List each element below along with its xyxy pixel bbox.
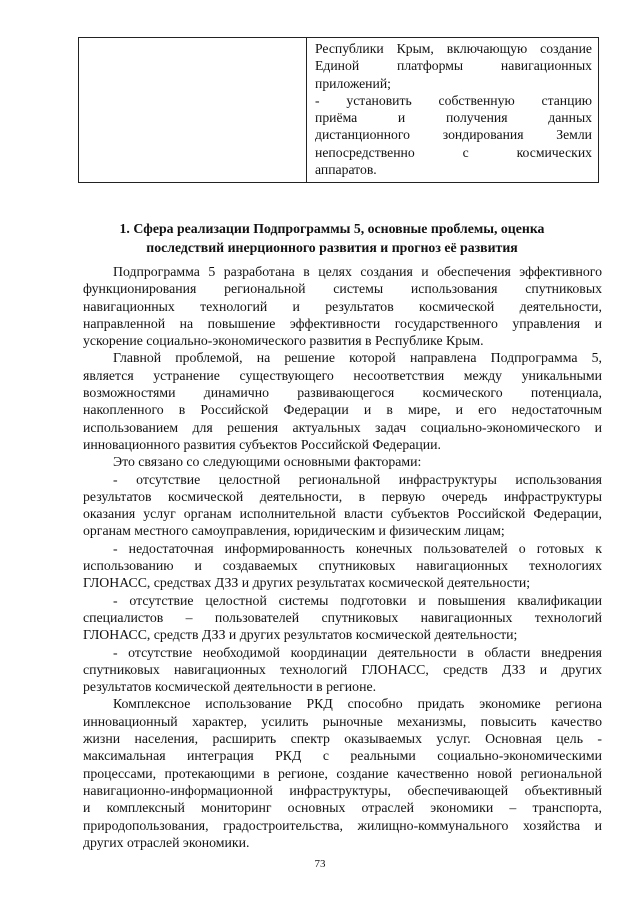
text-line: - отсутствие необходимой координации деятельности в области внедрения — [113, 644, 602, 660]
cell-text-line: Республики Крым, включающую создание — [315, 41, 592, 56]
text-line: жизни населения, расширить спектр оказываемых услуг. Основная цель - — [83, 731, 602, 747]
text-line: природопользования, градостроительства, жилищно-коммунального хозяйства и — [83, 817, 602, 833]
table-cell-right — [307, 38, 599, 183]
section-heading — [96, 220, 568, 257]
text-line: других отраслей экономики. — [83, 834, 250, 850]
text-line: использованию и создаваемых спутниковых навигационных технологиях — [83, 558, 602, 574]
text-line: специалистов – пользователей спутниковых навигационных технологий — [83, 609, 602, 625]
text-line: оказания услуг органам исполнительной власти субъектов Российской Федерации, — [83, 506, 602, 522]
text-line: Комплексное использование РКД способно придать экономике региона — [113, 696, 602, 712]
text-line: направленной на повышение эффективности государственного управления и — [83, 315, 602, 331]
text-line: результатов космической деятельности в регионе. — [83, 679, 377, 695]
page-number: 73 — [314, 858, 326, 870]
cell-text-line: дистанционного зондирования Земли — [315, 127, 592, 143]
text-line: инновационный характер, усилить рыночные механизмы, повысить качество — [83, 713, 602, 729]
text-line: органам местного самоуправления, юридическим и физическим лицам; — [83, 523, 505, 539]
heading-line: 1. Сфера реализации Подпрограммы 5, основные проблемы, оценка — [119, 221, 545, 236]
text-line: максимальная интеграция РКД с реальными социально-экономическими — [83, 748, 602, 764]
text-line: результатов космической деятельности, в первую очередь инфраструктуры — [83, 488, 602, 504]
table-row — [79, 38, 599, 183]
text-line: функционирования региональной системы использования спутниковых — [83, 281, 602, 297]
cell-text-line: приложений; — [315, 75, 391, 91]
text-line: навигационно-информационной инфраструктуры, обеспечивающей объективный — [83, 782, 602, 798]
text-line: накопленного в Российской Федерации и в мире, и его недостаточным — [83, 402, 602, 418]
text-line: ускорение социально-экономического развития в Республике Крым. — [83, 333, 484, 349]
text-line: Подпрограмма 5 разработана в целях создания и обеспечения эффективного — [113, 264, 602, 279]
cell-text-line: - установить собственную станцию — [315, 92, 592, 108]
text-line: - отсутствие целостной системы подготовки и повышения квалификации — [113, 592, 602, 608]
text-line: - недостаточная информированность конечных пользователей о готовых к — [113, 540, 602, 556]
text-line: ГЛОНАСС, средствах ДЗЗ и других результатах космической деятельности; — [83, 575, 531, 591]
text-line: является устранение существующего несоответствия между уникальными — [83, 367, 602, 383]
text-line: инновационного развития субъектов Российской Федерации. — [83, 436, 441, 452]
text-line: Это связано со следующими основными факторами: — [113, 454, 422, 470]
cell-text-line: непосредственно с космических — [315, 144, 592, 160]
text-line: - отсутствие целостной региональной инфраструктуры использования — [113, 471, 602, 487]
text-line: навигационных технологий и результатов космической деятельности, — [83, 298, 602, 314]
table-cell-left — [79, 38, 307, 183]
cell-text-line: Единой платформы навигационных — [315, 58, 592, 74]
text-line: спутниковых навигационных технологий ГЛОНАСС, средств ДЗЗ и других — [83, 661, 602, 677]
text-line: и комплексный мониторинг основных отраслей экономики – транспорта, — [83, 800, 602, 816]
text-line: ГЛОНАСС, средств ДЗЗ и других результатов космической деятельности; — [83, 627, 518, 643]
cell-text-line: приёма и получения данных — [315, 110, 592, 126]
body-text — [83, 263, 602, 851]
text-line: использованием для решения актуальных задач социально-экономического и — [83, 419, 602, 435]
text-line: процессами, протекающими в регионе, создание качественно новой региональной — [83, 765, 602, 781]
heading-line: последствий инерционного развития и прогноз её развития — [146, 239, 518, 255]
cell-text-line: аппаратов. — [315, 162, 377, 178]
continuation-table — [78, 37, 599, 183]
text-line: Главной проблемой, на решение которой направлена Подпрограмма 5, — [113, 350, 602, 366]
text-line: возможностями динамично развивающегося космического потенциала, — [83, 385, 602, 401]
